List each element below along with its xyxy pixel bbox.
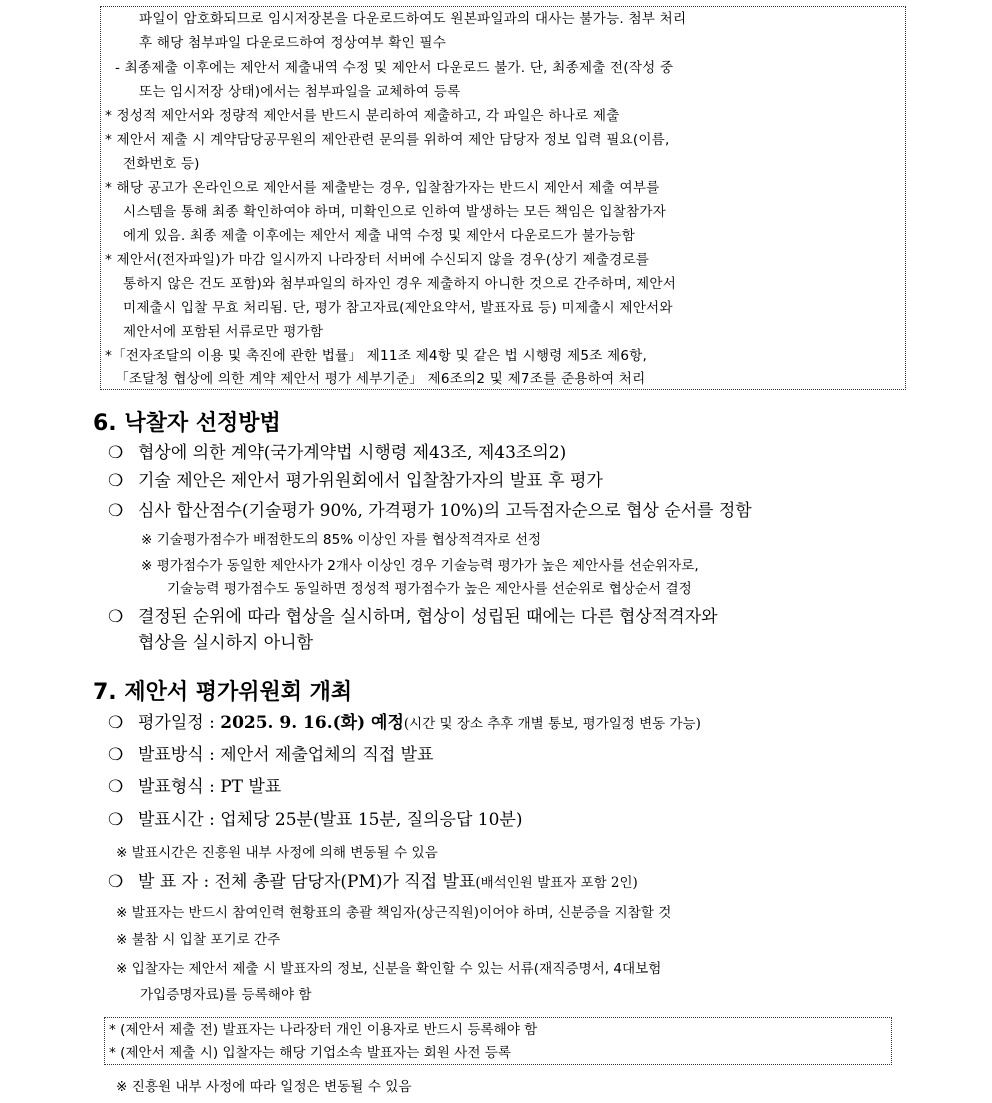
section-7-heading: 7. 제안서 평가위원회 개최 <box>93 680 353 705</box>
notice-line: 파일이 암호화되므로 임시저장본을 다운로드하여도 원본파일과의 대사는 불가능. 첨부 처리 <box>139 11 687 27</box>
sec7-bullet-presenter: ❍ 발 표 자 : 전체 총괄 담당자(PM)가 직접 발표(배석인원 발표자 포함 2인) <box>108 872 638 892</box>
circle-bullet-icon: ❍ <box>108 501 124 521</box>
sec6-bullet-3: ❍ 심사 합산점수(기술평가 90%, 가격평가 10%)의 고득점자순으로 협상 순서를 정함 <box>108 501 752 521</box>
sec7-bullet-time: ❍ 발표시간 : 업체당 25분(발표 15분, 질의응답 10분) <box>108 810 523 830</box>
circle-bullet-icon: ❍ <box>108 713 124 733</box>
notice-line: * 해당 공고가 온라인으로 제안서를 제출받는 경우, 입찰참가자는 반드시 제안서 제출 여부를 <box>105 180 660 196</box>
notice-line: 「조달청 협상에 의한 계약 제안서 평가 세부기준」 제6조의2 및 제7조를 준용하여 처리 <box>115 371 646 387</box>
sec7-bullet-method: ❍ 발표방식 : 제안서 제출업체의 직접 발표 <box>108 745 434 765</box>
circle-bullet-icon: ❍ <box>108 810 124 830</box>
notice-line: 후 해당 첨부파일 다운로드하여 정상여부 확인 필수 <box>139 35 447 51</box>
notice-line: * (제안서 제출 전) 발표자는 나라장터 개인 이용자로 반드시 등록해야 함 <box>109 1022 538 1038</box>
circle-bullet-icon: ❍ <box>108 471 124 491</box>
notice-line: 또는 임시저장 상태)에서는 첨부파일을 교체하여 등록 <box>139 84 461 100</box>
notice-line: * 제안서 제출 시 계약담당공무원의 제안관련 문의를 위하여 제안 담당자 정보 입력 필요(이름, <box>105 132 670 148</box>
circle-bullet-icon: ❍ <box>108 872 124 892</box>
notice-line: *「전자조달의 이용 및 촉진에 관한 법률」 제11조 제4항 및 같은 법 시행령 제5조 제6항, <box>105 348 648 364</box>
sec6-note-1: ※ 기술평가점수가 배점한도의 85% 이상인 자를 협상적격자로 선정 <box>141 532 542 548</box>
notice-line: * 정성적 제안서와 정량적 제안서를 반드시 분리하여 제출하고, 각 파일은 하나로 제출 <box>105 108 620 124</box>
circle-bullet-icon: ❍ <box>108 607 124 627</box>
circle-bullet-icon: ❍ <box>108 443 124 463</box>
sec7-note-4-cont: 가입증명자료)를 등록해야 함 <box>140 987 312 1003</box>
notice-line: * 제안서(전자파일)가 마감 일시까지 나라장터 서버에 수신되지 않을 경우(상기 제출경로를 <box>105 252 650 268</box>
sec7-note-1: ※ 발표시간은 진흥원 내부 사정에 의해 변동될 수 있음 <box>116 845 438 861</box>
circle-bullet-icon: ❍ <box>108 777 124 797</box>
sec7-note-5: ※ 진흥원 내부 사정에 따라 일정은 변동될 수 있음 <box>116 1079 412 1095</box>
notice-line: 전화번호 등) <box>123 156 200 172</box>
sec6-bullet-4: ❍ 결정된 순위에 따라 협상을 실시하며, 협상이 성립된 때에는 다른 협상적격자와 <box>108 607 718 627</box>
circle-bullet-icon: ❍ <box>108 745 124 765</box>
sec6-bullet-4-cont: 협상을 실시하지 아니함 <box>138 633 314 653</box>
sec7-bullet-format: ❍ 발표형식 : PT 발표 <box>108 777 282 797</box>
sec7-note-4: ※ 입찰자는 제안서 제출 시 발표자의 정보, 신분을 확인할 수 있는 서류(재직증명서, 4대보험 <box>116 961 662 977</box>
notice-box <box>100 6 906 390</box>
sec7-note-2: ※ 발표자는 반드시 참여인력 현황표의 총괄 책임자(상근직원)이어야 하며, 신분증을 지참할 것 <box>116 905 672 921</box>
notice-line: 시스템을 통해 최종 확인하여야 하며, 미확인으로 인하여 발생하는 모든 책임은 입찰참가자 <box>123 204 666 220</box>
sec6-bullet-1: ❍ 협상에 의한 계약(국가계약법 시행령 제43조, 제43조의2) <box>108 443 567 463</box>
notice-line: 에게 있음. 최종 제출 이후에는 제안서 제출 내역 수정 및 제안서 다운로드가 불가능함 <box>123 228 636 244</box>
sec6-bullet-2: ❍ 기술 제안은 제안서 평가위원회에서 입찰참가자의 발표 후 평가 <box>108 471 603 491</box>
notice-line: 제안서에 포함된 서류로만 평가함 <box>123 324 324 340</box>
sec7-bullet-schedule: ❍ 평가일정 : 2025. 9. 16.(화) 예정(시간 및 장소 추후 개별 통보, 평가일정 변동 가능) <box>108 713 701 733</box>
notice-line: 미제출시 입찰 무효 처리됨. 단, 평가 참고자료(제안요약서, 발표자료 등) 미제출시 제안서와 <box>123 300 673 316</box>
sec6-note-2: ※ 평가점수가 동일한 제안사가 2개사 이상인 경우 기술능력 평가가 높은 제안사를 선순위자로, <box>141 558 699 574</box>
notice-line: * (제안서 제출 시) 입찰자는 해당 기업소속 발표자는 회원 사전 등록 <box>109 1045 512 1061</box>
sec6-note-2-cont: 기술능력 평가점수도 동일하면 정성적 평가점수가 높은 제안사를 선순위로 협상순서 결정 <box>167 581 692 597</box>
presenter-notice-box <box>104 1017 892 1065</box>
section-6-heading: 6. 낙찰자 선정방법 <box>93 411 281 436</box>
notice-line: 통하지 않은 건도 포함)와 첨부파일의 하자인 경우 제출하지 아니한 것으로 간주하며, 제안서 <box>123 276 677 292</box>
sec7-note-3: ※ 불참 시 입찰 포기로 간주 <box>116 932 281 948</box>
notice-line: - 최종제출 이후에는 제안서 제출내역 수정 및 제안서 다운로드 불가. 단, 최종제출 전(작성 중 <box>115 60 674 76</box>
